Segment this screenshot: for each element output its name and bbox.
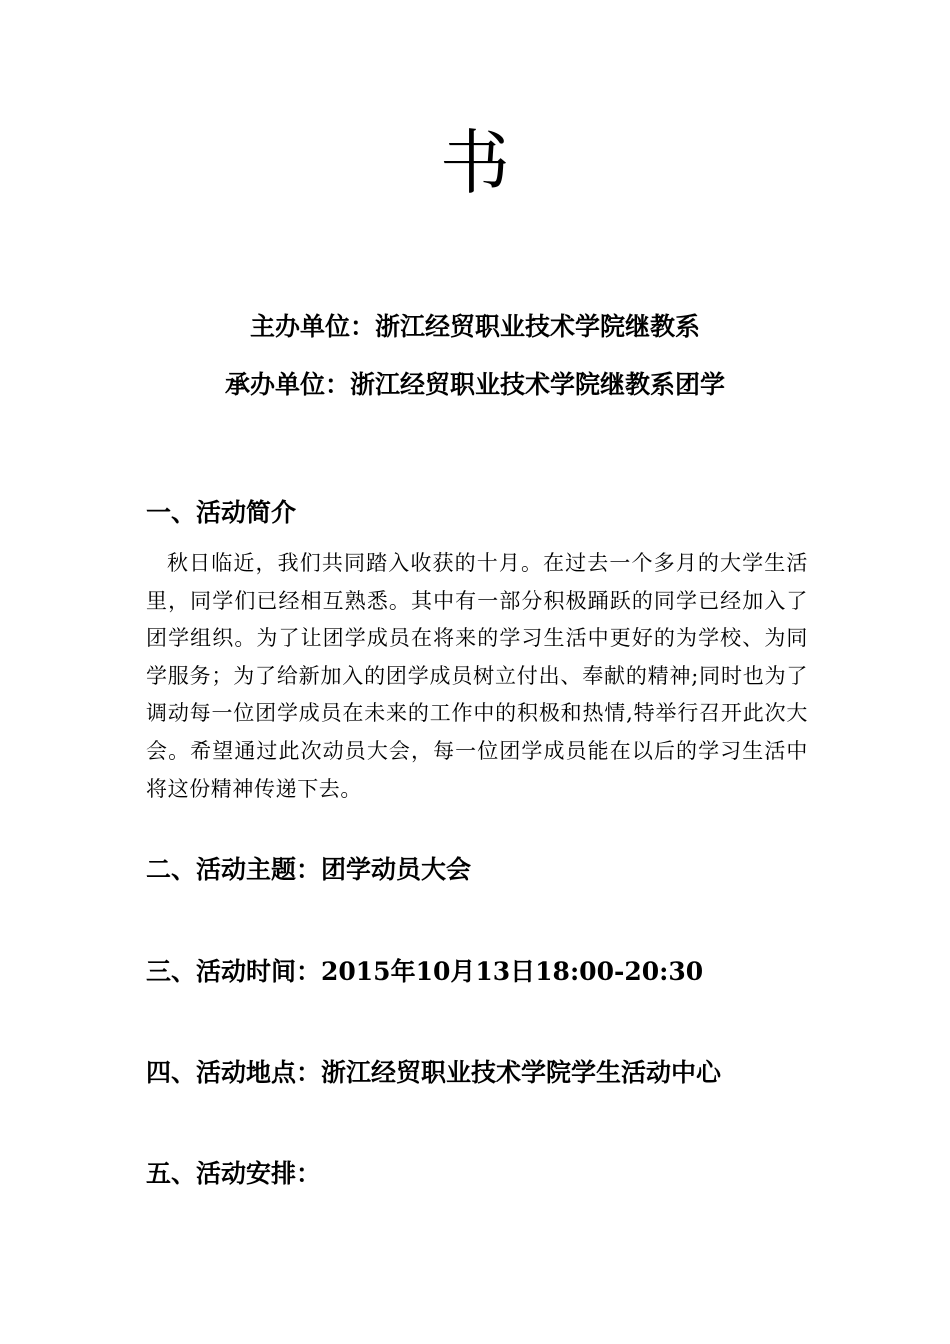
section-heading-schedule: 五、活动安排： bbox=[146, 1159, 322, 1188]
section-heading-time: 三、活动时间：2015年10月13日18:00-20:30 bbox=[146, 957, 704, 986]
section-heading-intro: 一、活动简介 bbox=[146, 498, 297, 527]
intro-paragraph: 秋日临近，我们共同踏入收获的十月。在过去一个多月的大学生活里，同学们已经相互熟悉。其中有一部分积极踊跃的同学已经加入了团学组织。为了让团学成员在将来的学习生活中更好的为学校、为同学服务；为了给新加入的团学成员树立付出、奉献的精神;同时也为了调动每一位团学成员在未来的工作中的积极和热情,特举行召开此次大会。希望通过此次动员大会，每一位团学成员能在以后的学习生活中将这份精神传递下去。 bbox=[146, 551, 808, 801]
section-heading-theme: 二、活动主题：团学动员大会 bbox=[146, 855, 472, 884]
document-title: 书 bbox=[440, 122, 510, 204]
co-organizer-line: 承办单位：浙江经贸职业技术学院继教系团学 bbox=[224, 370, 725, 399]
section-heading-location: 四、活动地点：浙江经贸职业技术学院学生活动中心 bbox=[146, 1058, 722, 1087]
organizer-line: 主办单位：浙江经贸职业技术学院继教系 bbox=[249, 312, 700, 341]
